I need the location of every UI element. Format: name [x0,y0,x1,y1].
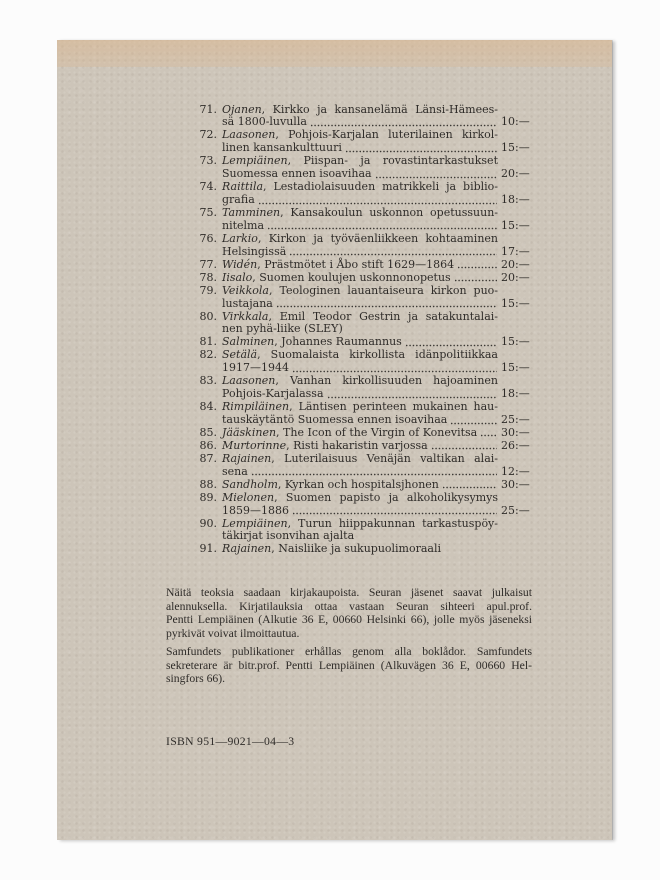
entry-author: Jääskinen [222,425,277,439]
entry-title: , Kansakoulun uskonnon opetussuun- [280,206,498,219]
entry-author: Larkio [222,231,258,245]
dot-leader [289,253,497,256]
entry-price: 15:— [501,335,530,349]
entry-author: Salminen [222,335,275,349]
entry-price: 15:— [501,218,530,232]
entry-number: 74. [199,180,217,194]
entry-author: Ojanen [222,102,262,116]
dot-leader [457,266,497,269]
list-item [197,285,537,311]
entry-title-cont: 1859—1886 [222,503,289,517]
entry-number: 82. [199,348,217,362]
entry-title-line [222,207,498,220]
entry-title: , Suomalaista kirkollista idänpolitiikkaa [257,348,498,362]
list-item [197,492,537,518]
entry-title: , Suomen koulujen uskonnonopetus [252,270,451,284]
entry-title: , Piispan- ja rovastintarkastukset [287,154,498,168]
entry-price: 15:— [501,141,530,155]
entry-number: 83. [199,374,217,388]
entry-title-cont: Pohjois-Karjalassa [222,387,324,401]
isbn: ISBN 951—9021—04—3 [166,735,295,748]
list-item [197,453,537,479]
entry-title-cont: grafia [222,193,255,207]
dot-leader [345,150,497,153]
entry-number: 84. [199,400,217,414]
dot-leader [450,422,497,425]
list-item [197,104,537,130]
entry-price: 25:— [501,503,530,517]
entry-number: 77. [199,257,217,271]
entry-number: 72. [199,128,217,142]
entry-price: 20:— [501,257,530,271]
entry-title: , Naisliike ja sukupuolimoraali [271,542,442,556]
list-item [197,401,537,427]
entry-title: , Luterilaisuus Venäjän valtikan alai- [271,451,498,465]
entry-price: 10:— [501,115,530,129]
list-item [197,181,537,207]
entry-title: , Kyrkan och hospitalsjhonen [277,477,439,491]
entry-number: 71. [199,102,217,116]
entry-number: 88. [199,477,217,491]
entry-author: Rajainen [222,542,272,556]
entry-number: 86. [199,438,217,452]
entry-number: 81. [199,335,217,349]
entry-number: 75. [199,206,217,219]
entry-title: , Pohjois-Karjalan luterilainen kirkol- [275,128,498,142]
dot-leader [327,396,497,399]
entry-title-line [222,492,498,505]
dot-leader [258,202,497,205]
notice-line: Samfundets publikationer erhållas genom alla boklådor. Samfundets [166,645,532,658]
entry-title: , The Icon of the Virgin of Konevitsa [276,425,478,439]
entry-title: , Läntisen perinteen mukainen hau- [289,400,498,414]
entry-price: 30:— [501,425,530,439]
dot-leader [292,512,497,515]
dot-leader [480,434,497,437]
dot-leader [292,370,497,373]
entry-price: 18:— [501,193,530,207]
dot-leader [276,305,497,308]
entry-title-cont: 1917—1944 [222,361,289,375]
list-item [197,543,537,556]
entry-author: Tamminen [222,206,281,219]
entry-title: , Johannes Raumannus [274,335,402,349]
cover-top-band [57,40,612,67]
ordering-notes [166,586,532,686]
entry-title: , Suomen papisto ja alkoholikysymys [274,490,498,504]
dot-leader [454,279,497,282]
entry-author: Laasonen [222,128,276,142]
entry-price: 17:— [501,244,530,258]
entry-number: 85. [199,425,217,439]
entry-author: Raittila [222,180,264,194]
entry-title: , Risti hakaristin varjossa [286,438,428,452]
entry-title: , Lestadiolaisuuden matrikkeli ja biblio- [263,180,498,194]
entry-price: 18:— [501,387,530,401]
series-list [197,104,537,557]
entry-title-cont: linen kansankulttuuri [222,141,342,155]
entry-author: Sandholm [222,477,278,491]
entry-number: 76. [199,231,217,245]
entry-number: 73. [199,154,217,168]
entry-price: 25:— [501,413,530,426]
entry-author: Widén [222,257,258,271]
entry-title-line [222,233,498,246]
list-item [197,129,537,155]
entry-author: Setälä [222,348,258,362]
dot-leader [310,124,497,127]
entry-title-cont: täkirjat isonvihan ajalta [222,529,355,543]
entry-number: 78. [199,270,217,284]
list-item [197,233,537,259]
entry-title: , Emil Teodor Gestrin ja satakuntalai- [268,309,498,323]
entry-price: 20:— [501,167,530,181]
entry-title-cont: nen pyhä-liike (SLEY) [222,322,343,336]
notice-line: pyrkivät voivat ilmoittautua. [166,626,300,640]
entry-author: Lempiäinen [222,154,288,168]
entry-author: Iisalo [222,270,253,284]
entry-title: , Vanhan kirkollisuuden hajoaminen [275,374,498,388]
entry-author: Rajainen [222,451,272,465]
entry-price: 30:— [501,477,530,491]
entry-number: 87. [199,451,217,465]
notice-line: Pentti Lempiäinen (Alkutie 36 E, 00660 Helsinki 66), jolle myös jäseneksi [166,613,532,626]
dot-leader [375,176,497,179]
notice-line: Näitä teoksia saadaan kirjakaupoista. Seuran jäsenet saavat julkaisut [166,586,532,599]
entry-author: Rimpiläinen [222,400,290,414]
entry-title-cont: Suomessa ennen isoavihaa [222,167,372,181]
list-item [197,518,537,544]
entry-price: 15:— [501,361,530,375]
entry-number: 79. [199,283,217,297]
dot-leader [431,447,497,450]
entry-title: , Kirkon ja työväenliikkeen kohtaaminen [257,231,498,245]
dot-leader [251,473,497,476]
notice-line: singfors 66). [166,672,226,685]
entry-title-line [222,543,537,556]
list-item [197,311,537,337]
entry-price: 20:— [501,270,530,284]
ordering-notice-sv [166,645,532,686]
list-item [197,349,537,375]
dot-leader [442,486,497,489]
entry-number: 80. [199,309,217,323]
entry-author: Murtorinne [222,438,287,452]
entry-price: 15:— [501,296,530,310]
entry-title-cont: nitelma [222,218,265,232]
notice-line: sekreterare är bitr.prof. Pentti Lempiäinen (Alkuvägen 36 E, 00660 Hel- [166,658,532,672]
dot-leader [267,227,497,230]
notice-line: alennuksella. Kirjatilauksia ottaa vastaan Seuran sihteeri apul.prof. [166,599,532,613]
entry-title-cont: sä 1800-luvulla [222,115,307,129]
entry-title: , Turun hiippakunnan tarkastuspöy- [287,516,498,530]
entry-author: Mielonen [222,490,275,504]
entry-author: Lempiäinen [222,516,288,530]
entry-author: Veikkola [222,283,269,297]
entry-title-cont: lustajana [222,296,273,310]
entry-author: Laasonen [222,374,276,388]
ordering-notice-fi [166,586,532,640]
entry-price: 26:— [501,438,530,452]
entry-title-cont: Helsingissä [222,244,287,258]
list-item [197,375,537,401]
list-item [197,155,537,181]
entry-price: 12:— [501,464,530,478]
entry-title-cont: sena [222,464,248,478]
list-item [197,207,537,233]
entry-number: 91. [199,542,217,556]
entry-title: , Teologinen lauantaiseura kirkon puo- [269,283,498,297]
entry-number: 89. [199,490,217,504]
entry-title: , Prästmötet i Åbo stift 1629—1864 [257,257,455,271]
entry-author: Virkkala [222,309,269,323]
entry-title-line [222,181,498,194]
entry-title-line [222,285,498,298]
entry-number: 90. [199,516,217,530]
dot-leader [405,344,497,347]
entry-title: , Kirkko ja kansanelämä Länsi-Hämees- [261,102,498,116]
entry-title-cont: tauskäytäntö Suomessa ennen isoavihaa [222,413,448,426]
entry-title-line [222,453,498,466]
